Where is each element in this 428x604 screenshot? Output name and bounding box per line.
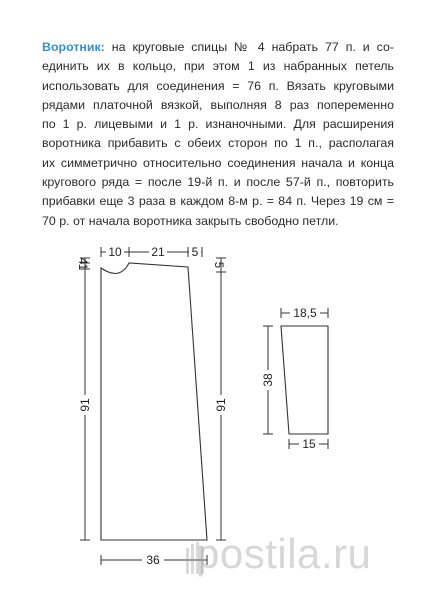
instruction-line-10: 70 р. от начала воротника закрыть свободно петли. xyxy=(42,213,339,228)
dim-left-top: 4 xyxy=(76,257,88,265)
instruction-line-4: рядами платочной вязкой, выполняя 8 раз попеременно xyxy=(42,97,394,112)
instruction-line-6: воротника прибавить с обеих сторон по 1 п., располагая xyxy=(42,136,394,151)
collar-dim-height: 38 xyxy=(261,373,275,387)
dim-top-mid: 21 xyxy=(151,245,165,259)
dim-top-right: 5 xyxy=(191,245,199,259)
instruction-line-3: использовать для соединения = 76 п. Вязать круговыми xyxy=(42,78,394,93)
instruction-line-1: Воротник: на круговые спицы № 4 набрать 77 п. и со- xyxy=(42,40,394,54)
dim-left-height: 91 xyxy=(78,398,92,412)
instruction-line-2: единить их в кольцо, при этом 1 из набранных петель xyxy=(42,59,394,74)
dim-bottom-width: 36 xyxy=(146,553,160,567)
instruction-line-9: прибавки еще 3 раза в каждом 8-м р. = 84 п. Через 19 см = xyxy=(42,194,394,209)
instruction-line-8: кругового ряда = после 19-й п. и после 57-й п., повторить xyxy=(42,175,394,190)
dim-right-top: 5 xyxy=(212,261,224,269)
dim-left-top-b: 1 xyxy=(76,263,88,271)
instruction-line-7: их симметрично относительно соединения начала и конца xyxy=(42,155,394,170)
watermark: postila.ru xyxy=(196,530,372,577)
main-pattern-outline xyxy=(101,263,207,540)
dim-top-left: 10 xyxy=(108,245,122,259)
instruction-line-5: по 1 р. лицевыми и 1 р. изнаночными. Для расширения xyxy=(42,117,394,132)
dim-right-height: 91 xyxy=(214,398,228,412)
collar-dim-bottom: 15 xyxy=(302,437,316,451)
collar-heading: Воротник: xyxy=(42,40,105,54)
collar-pattern-outline xyxy=(281,326,328,434)
collar-dim-top: 18,5 xyxy=(293,306,317,320)
